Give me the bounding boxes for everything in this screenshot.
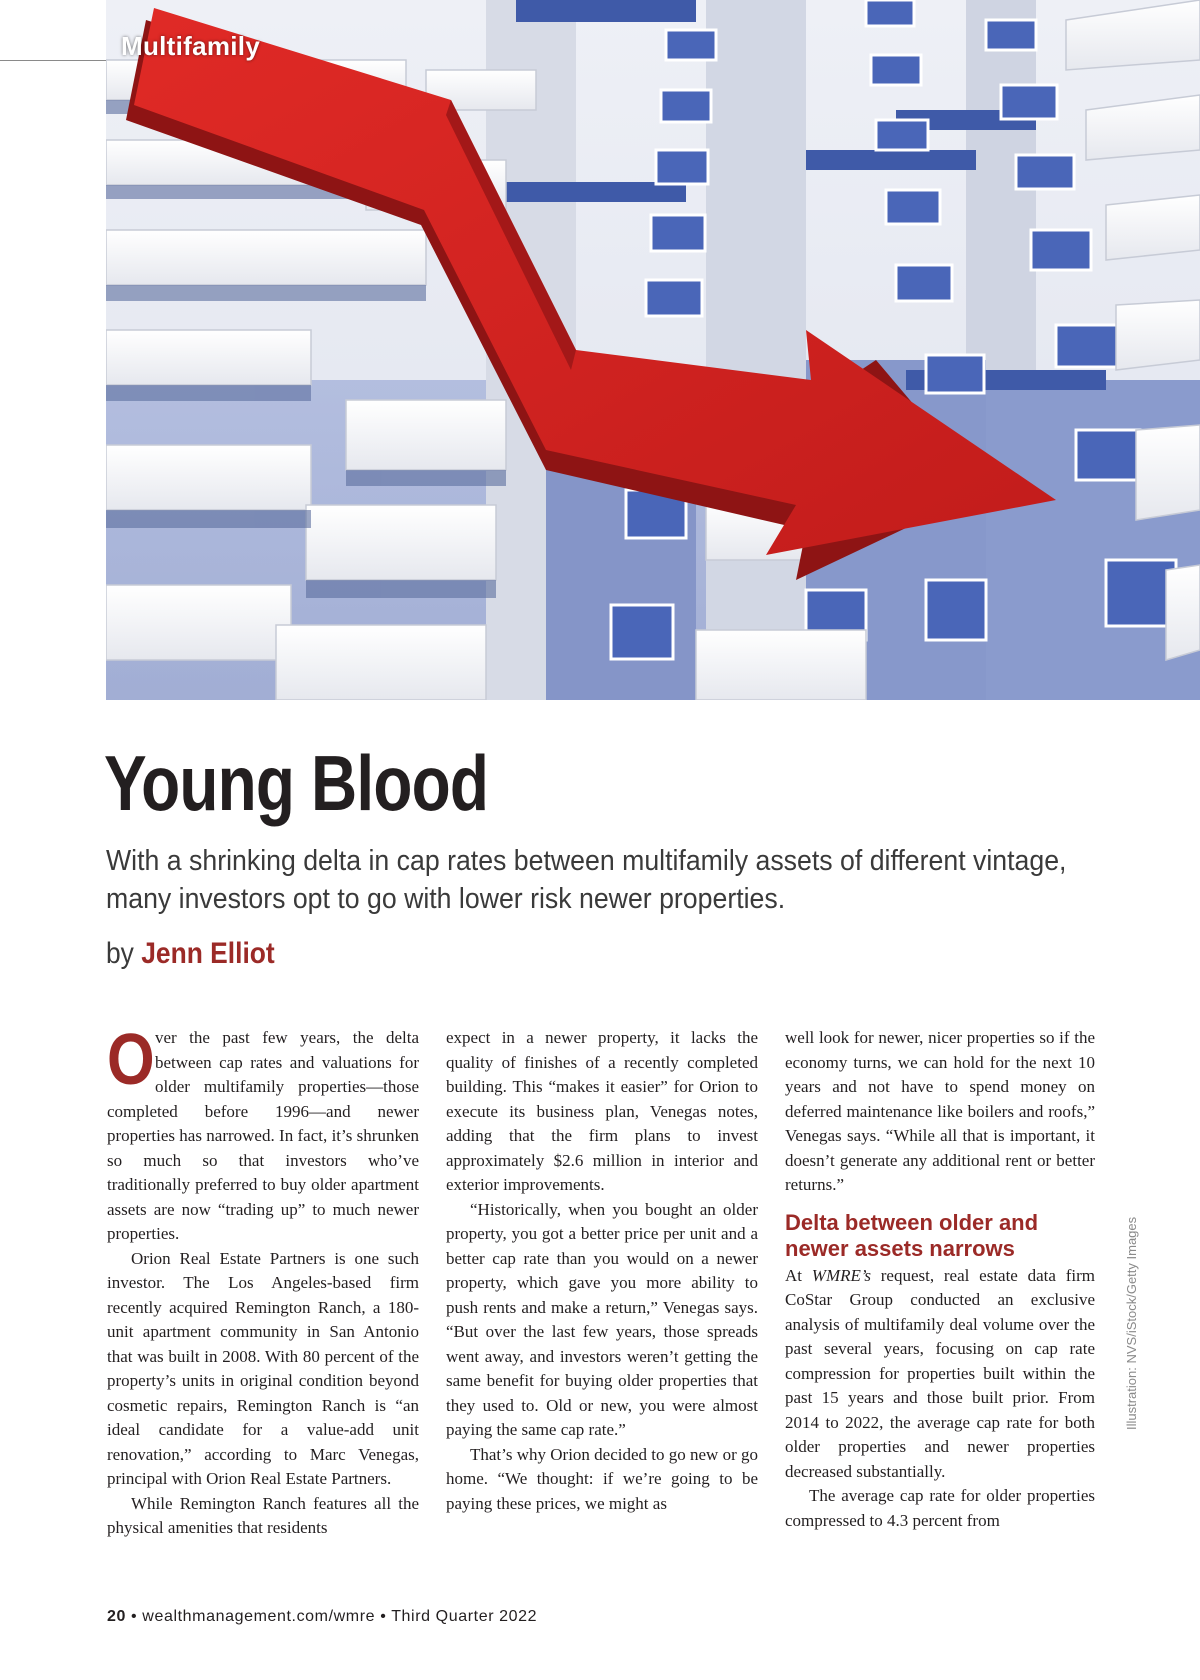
section-label: Multifamily [121, 31, 261, 61]
paragraph: That’s why Orion decided to go new or go home. “We thought: if we’re going to be paying these prices, we might as [446, 1444, 758, 1513]
byline [106, 934, 275, 974]
image-credit: Illustration: NVS/iStock/Getty Images [1124, 1216, 1139, 1430]
paragraph-text: ver the past few years, the delta between cap rates and valuations for older multifamily properties—those completed before 1996—and newer properties has narrowed. In fact, it’s shrunken so much so that investors who’ve traditionally preferred to buy older apartment assets are now “trading up” to much newer properties. [107, 1028, 419, 1243]
paragraph: “Historically, when you bought an older property, you got a better price per unit and a better cap rate than you would on a newer property, which gave you more ability to push rents and make a return,” Venegas says. “But over the last few years, those spreads went away, and investors weren’t getting the same benefit for buying older properties that they used to. Old or new, you were almost paying the same cap rate.” [446, 1199, 758, 1439]
body-column-2 [446, 1026, 758, 1568]
hero-illustration [106, 0, 1200, 700]
publication-name: WMRE’s [811, 1265, 871, 1285]
footer-issue: Third Quarter 2022 [391, 1608, 538, 1625]
building-photo [106, 0, 1200, 700]
drop-cap: O [107, 1020, 155, 1100]
footer-site: wealthmanagement.com/wmre [142, 1608, 376, 1625]
paragraph-text: request, real estate data firm CoStar Group conducted an exclusive analysis of multifamily deal volume over the past several years, focusing on cap rate compression for properties built within the past 15 years and those built prior. From 2014 to 2022, the average cap rate for both older properties and newer properties decreased substantially. [785, 1265, 1096, 1481]
author-name: Jenn Elliot [141, 937, 275, 970]
paragraph: While Remington Ranch features all the physical amenities that residents [107, 1493, 419, 1537]
paragraph-text: At [785, 1265, 812, 1285]
paragraph: expect in a newer property, it lacks the quality of finishes of a recently completed building. This “makes it easier” for Orion to execute its business plan, Venegas notes, adding that the firm plans to invest approximately $2.6 million in interior and exterior improvements. [446, 1028, 758, 1194]
paragraph: The average cap rate for older properties compressed to 4.3 percent from [785, 1486, 1095, 1530]
page-footer [107, 1608, 537, 1626]
footer-separator: • [380, 1608, 387, 1625]
paragraph: well look for newer, nicer properties so if the economy turns, we can hold for the next 10 years and not have to spend money on deferred maintenance like boilers and roofs,” Venegas says. “While all that is important, it doesn’t generate any additional rent or better returns.” [785, 1028, 1095, 1194]
section-rule [0, 60, 106, 61]
byline-prefix: by [106, 937, 134, 970]
section-subhead: Delta between older and newer assets narrows [785, 1209, 1039, 1261]
paragraph: Orion Real Estate Partners is one such investor. The Los Angeles-based firm recently acquired Remington Ranch, a 180-unit apartment community in San Antonio that was built in 2008. With 80 percent of the property’s units in original condition beyond cosmetic repairs, Remington Ranch is “an ideal candidate for a value-add unit renovation,” according to Marc Venegas, principal with Orion Real Estate Partners. [107, 1248, 419, 1488]
body-column-1 [107, 1020, 419, 1568]
article-dek: With a shrinking delta in cap rates between multifamily assets of different vintage, many investors opt to go with lower risk newer properties. [106, 845, 1067, 915]
paragraph [107, 1020, 419, 1247]
paragraph [785, 1264, 1095, 1485]
page-number: 20 [107, 1608, 126, 1625]
body-column-3 [785, 1026, 1095, 1568]
footer-separator: • [131, 1608, 138, 1625]
article-title: Young Blood [104, 739, 489, 827]
